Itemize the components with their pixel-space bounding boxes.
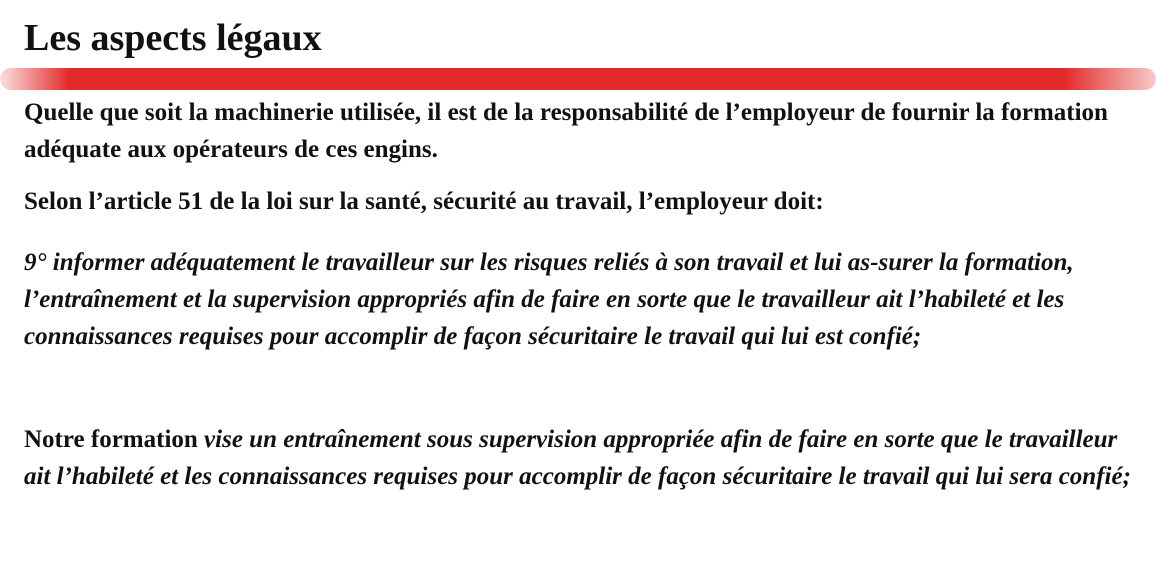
legal-quote-paragraph: 9° informer adéquatement le travailleur sur les risques reliés à son travail et lui as-surer la formation, l’entraînement et la supervision appropriés afin de faire en sorte que le travailleur ait l’habileté et les connaissances requises pour accomplir de façon sécuritaire le travail qui lui est confié;: [24, 249, 1074, 350]
article-reference-paragraph: Selon l’article 51 de la loi sur la santé, sécurité au travail, l’employeur doit:: [24, 188, 824, 215]
training-statement-lead: Notre formation: [24, 426, 198, 453]
title-underline-bar: [0, 68, 1156, 90]
intro-paragraph: Quelle que soit la machinerie utilisée, il est de la responsabilité de l’employeur de fournir la formation adéquate aux opérateurs de ces engins.: [24, 99, 1108, 163]
page-title: Les aspects légaux: [24, 17, 322, 59]
training-statement-paragraph: [24, 421, 1134, 495]
training-statement-body: vise un entraînement sous supervision appropriée afin de faire en sorte que le travailleur ait l’habileté et les connaissances requises pour accomplir de façon sécuritaire le travail qui lui sera confié;: [24, 426, 1131, 490]
